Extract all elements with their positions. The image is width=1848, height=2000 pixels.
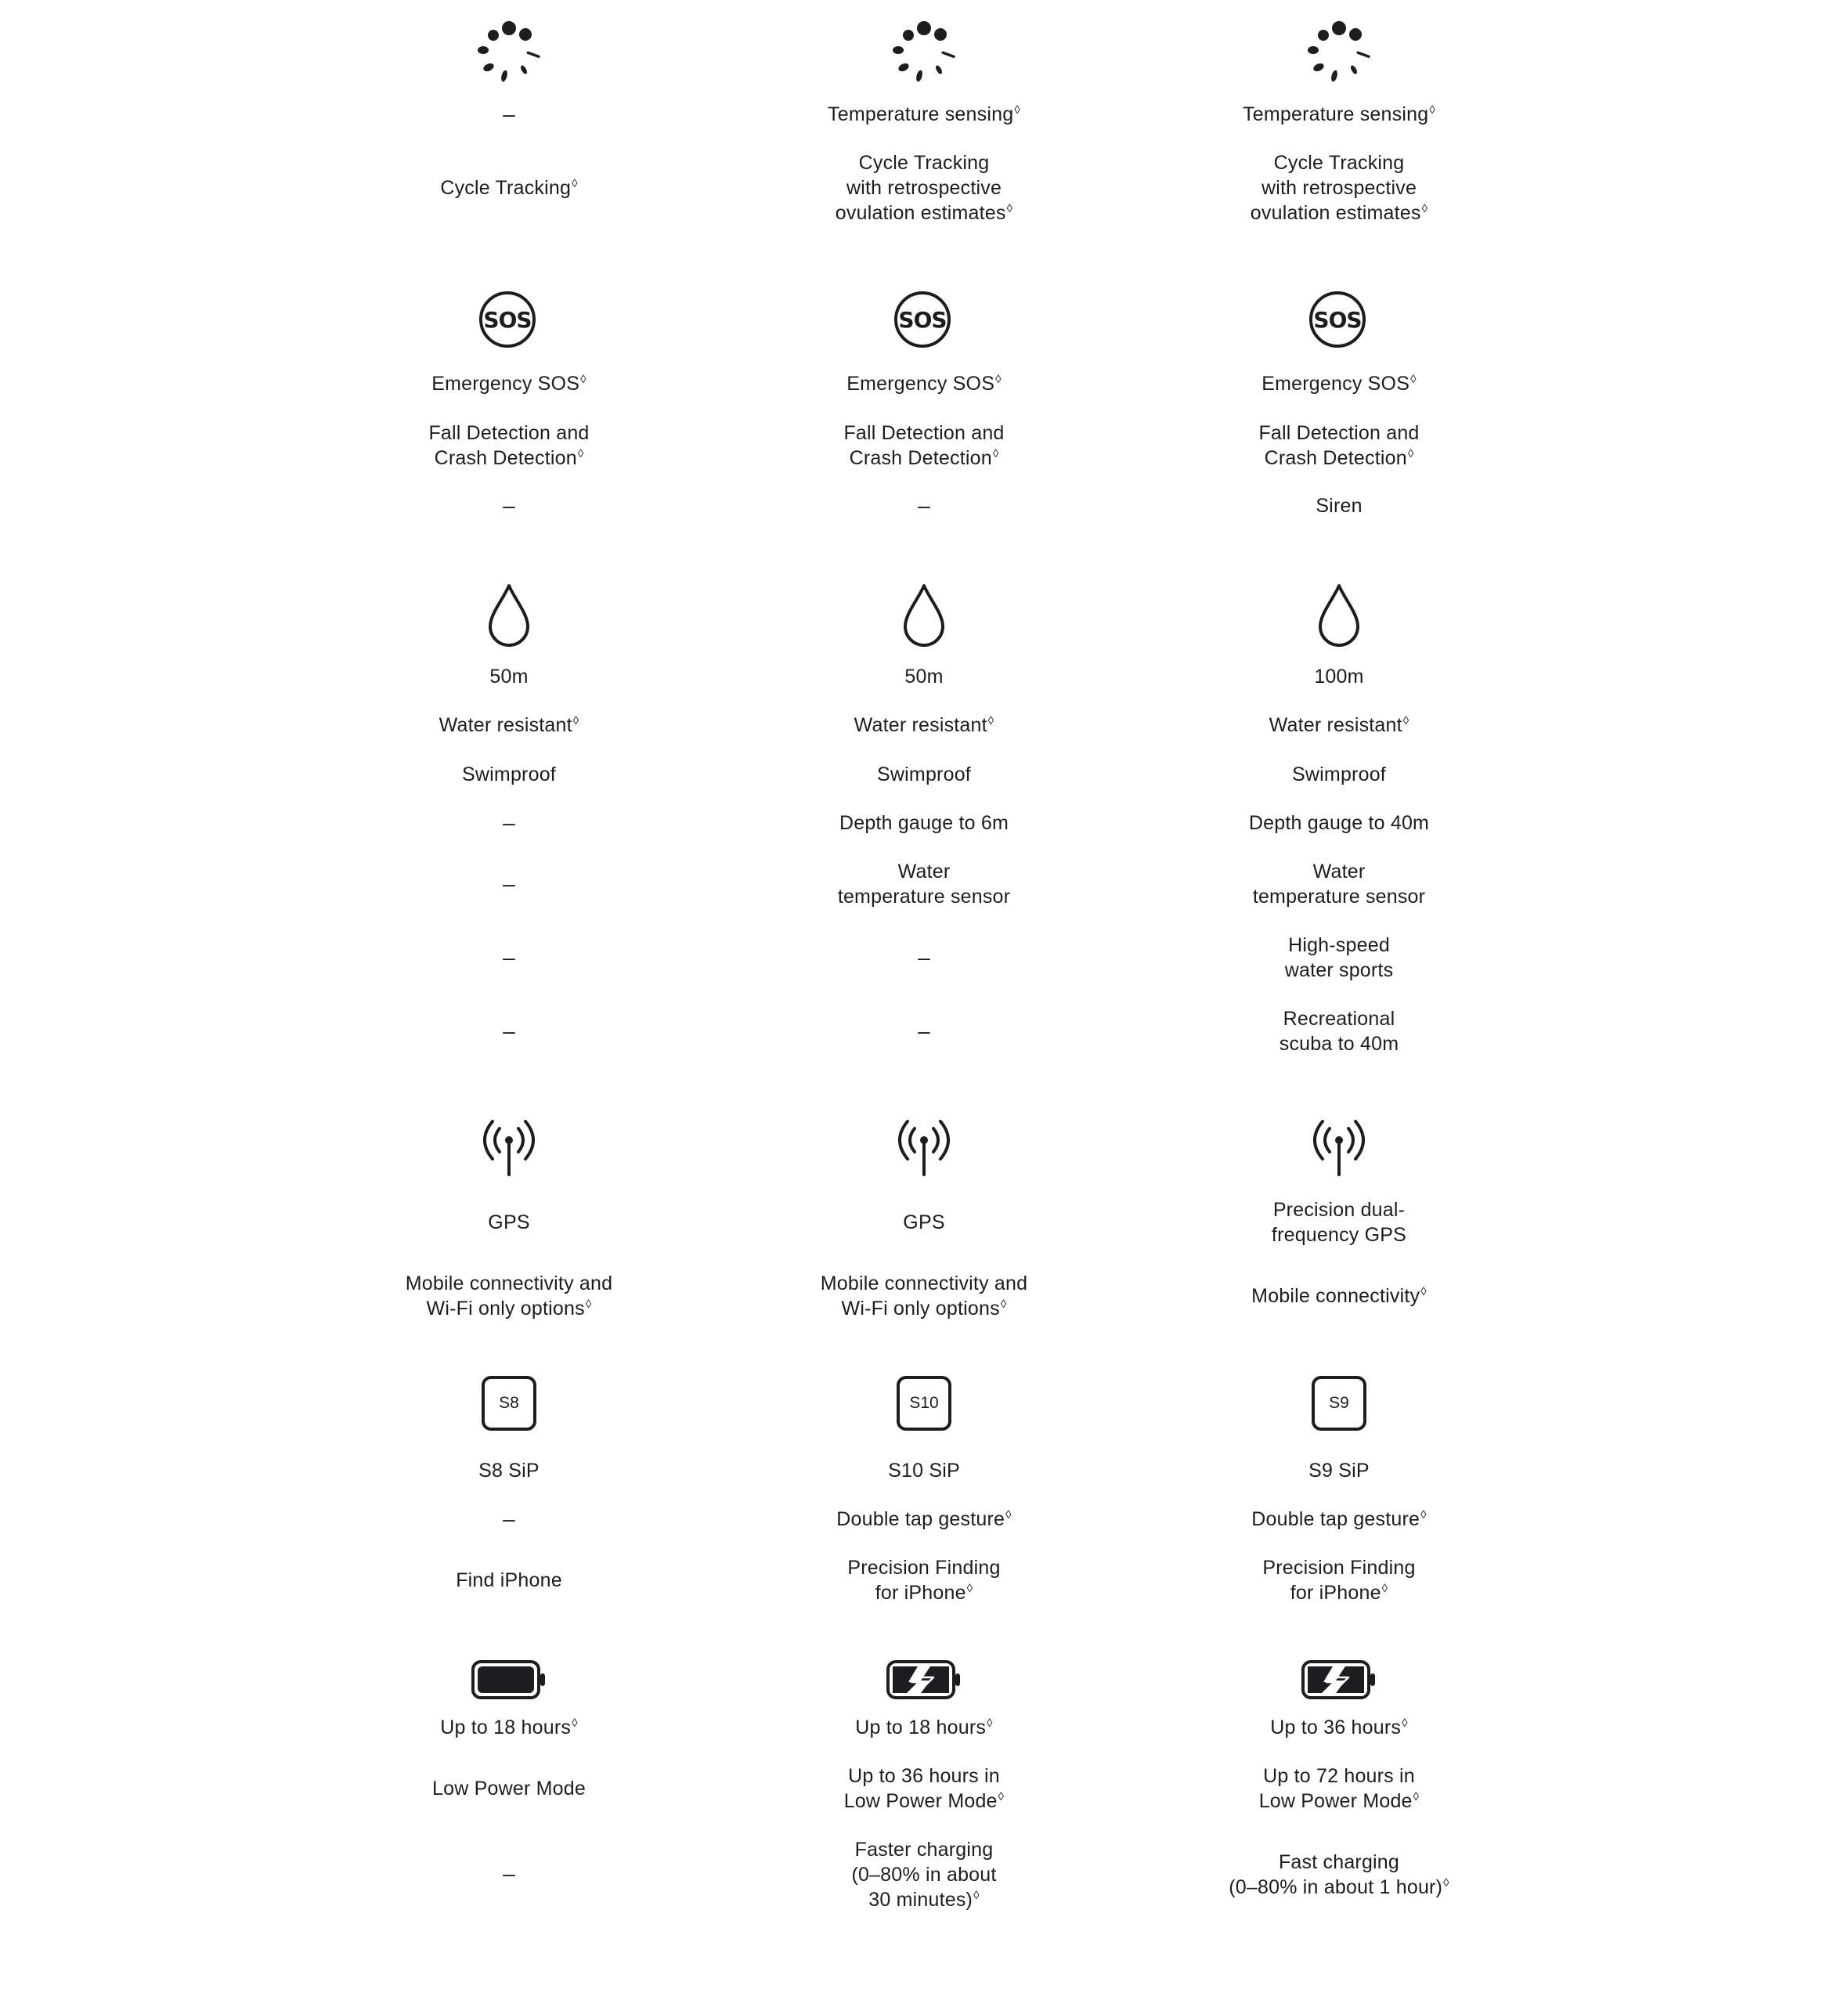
fall-detection-text: Fall Detection and Crash Detection◊ (1258, 422, 1420, 469)
antenna-signal-icon (475, 1117, 543, 1178)
water-sports-text: – (503, 945, 515, 969)
activity-spinner-icon (1305, 20, 1373, 85)
charging-text: Faster charging (0–80% in about 30 minutes)◊ (851, 1839, 997, 1911)
water-resistant-text: Water resistant◊ (854, 713, 994, 736)
water-temperature-sensor-text: Water temperature sensor (1252, 861, 1426, 908)
chip-name-text: S10 SiP (888, 1460, 960, 1482)
depth-gauge-text: Depth gauge to 40m (1248, 812, 1430, 834)
siren-text: – (503, 493, 515, 518)
temperature-sensing-text: Temperature sensing◊ (1243, 103, 1435, 125)
chip-icon: S8 (482, 1376, 536, 1431)
sos-icon: SOS (894, 291, 951, 348)
water-temperature-sensor-text: Water temperature sensor (837, 861, 1011, 908)
chip-icon: S10 (897, 1376, 951, 1431)
siren-text: – (918, 493, 930, 518)
battery-hours-text: Up to 18 hours◊ (855, 1716, 993, 1738)
antenna-signal-icon (890, 1117, 958, 1178)
water-resistant-text: Water resistant◊ (1269, 713, 1409, 736)
cycle-tracking-text: Cycle Tracking◊ (440, 176, 578, 199)
mobile-connectivity-text: Mobile connectivity and Wi-Fi only options◊ (405, 1273, 613, 1319)
scuba-text: Recreational scuba to 40m (1279, 1008, 1399, 1055)
battery-charging-icon (1301, 1660, 1377, 1699)
water-drop-icon (1317, 583, 1361, 647)
chip-icon: S9 (1312, 1376, 1366, 1431)
emergency-sos-text: Emergency SOS◊ (431, 372, 587, 395)
mobile-connectivity-text: Mobile connectivity and Wi-Fi only options◊ (820, 1273, 1028, 1319)
battery-hours-text: Up to 36 hours◊ (1270, 1716, 1408, 1738)
water-sports-text: High-speed water sports (1284, 934, 1394, 981)
gps-text: Precision dual- frequency GPS (1271, 1199, 1407, 1246)
feature-column-2 (713, 0, 1135, 2000)
low-power-mode-text: Low Power Mode (432, 1778, 586, 1800)
double-tap-text: Double tap gesture◊ (1251, 1507, 1427, 1530)
fall-detection-text: Fall Detection and Crash Detection◊ (843, 422, 1005, 469)
water-drop-icon (487, 583, 531, 647)
siren-text: Siren (1316, 495, 1363, 517)
sos-icon: SOS (1309, 291, 1366, 348)
find-iphone-text: Find iPhone (456, 1569, 562, 1591)
emergency-sos-text: Emergency SOS◊ (1261, 372, 1417, 395)
depth-rating-text: 100m (1314, 666, 1364, 688)
temperature-sensing-text: Temperature sensing◊ (828, 103, 1020, 125)
water-drop-icon (902, 583, 946, 647)
cycle-tracking-text: Cycle Tracking with retrospective ovulation estimates◊ (1250, 152, 1428, 224)
chip-name-text: S8 SiP (478, 1460, 540, 1482)
scuba-text: – (503, 1019, 515, 1043)
water-temperature-sensor-text: – (503, 872, 515, 896)
mobile-connectivity-text: Mobile connectivity◊ (1251, 1284, 1427, 1307)
precision-finding-text: Precision Finding for iPhone◊ (847, 1557, 1001, 1604)
double-tap-text: – (503, 1507, 515, 1531)
activity-spinner-icon (890, 20, 958, 85)
battery-charging-icon (886, 1660, 962, 1699)
charging-text: Fast charging (0–80% in about 1 hour)◊ (1229, 1851, 1449, 1898)
sos-icon: SOS (479, 291, 536, 348)
temperature-sensing-text: – (503, 102, 515, 126)
depth-rating-text: 50m (904, 666, 944, 688)
activity-spinner-icon (475, 20, 543, 85)
chip-name-text: S9 SiP (1308, 1460, 1370, 1482)
charging-text: – (503, 1861, 515, 1886)
swimproof-text: Swimproof (1292, 764, 1386, 785)
depth-gauge-text: – (503, 810, 515, 835)
low-power-mode-text: Up to 36 hours in Low Power Mode◊ (843, 1765, 1005, 1812)
swimproof-text: Swimproof (462, 764, 556, 785)
low-power-mode-text: Up to 72 hours in Low Power Mode◊ (1258, 1765, 1420, 1812)
water-resistant-text: Water resistant◊ (439, 713, 579, 736)
antenna-signal-icon (1305, 1117, 1373, 1178)
depth-gauge-text: Depth gauge to 6m (839, 812, 1009, 834)
gps-text: GPS (488, 1211, 530, 1233)
emergency-sos-text: Emergency SOS◊ (846, 372, 1002, 395)
precision-finding-text: Precision Finding for iPhone◊ (1262, 1557, 1416, 1604)
swimproof-text: Swimproof (877, 764, 971, 785)
cycle-tracking-text: Cycle Tracking with retrospective ovulation estimates◊ (835, 152, 1013, 224)
double-tap-text: Double tap gesture◊ (836, 1507, 1012, 1530)
gps-text: GPS (903, 1211, 945, 1233)
battery-full-icon (471, 1660, 547, 1699)
feature-column-1 (298, 0, 720, 2000)
feature-column-3 (1128, 0, 1550, 2000)
depth-rating-text: 50m (489, 666, 529, 688)
battery-hours-text: Up to 18 hours◊ (440, 1716, 578, 1738)
fall-detection-text: Fall Detection and Crash Detection◊ (428, 422, 590, 469)
water-sports-text: – (918, 945, 930, 969)
scuba-text: – (918, 1019, 930, 1043)
